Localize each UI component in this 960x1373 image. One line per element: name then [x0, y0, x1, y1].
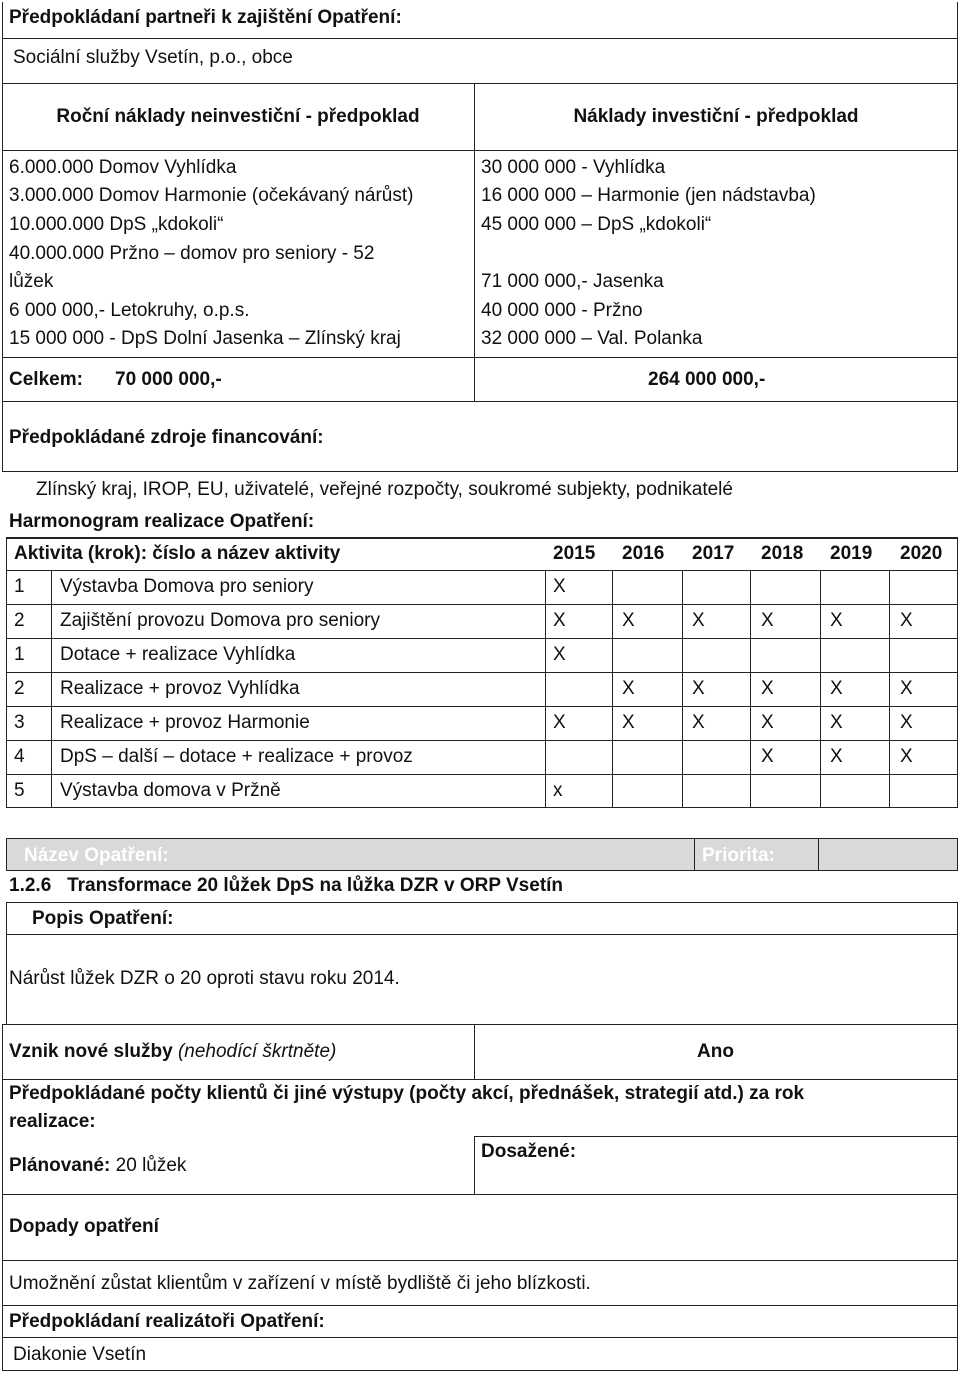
noninv-line: 3.000.000 Domov Harmonie (očekávaný nárůst)	[9, 185, 414, 206]
activity-name: Výstavba domova v Pržně	[60, 780, 281, 801]
inv-line: 30 000 000 - Vyhlídka	[481, 157, 666, 178]
inv-line: 32 000 000 – Val. Polanka	[481, 328, 703, 349]
funding-label: Předpokládané zdroje financování:	[9, 427, 324, 448]
year-mark: X	[553, 576, 566, 597]
year-mark: X	[761, 712, 774, 733]
partners-label: Předpokládaní partneři k zajištění Opatření:	[9, 7, 402, 28]
partners-value: Sociální služby Vsetín, p.o., obce	[13, 47, 293, 68]
activity-name: Realizace + provoz Harmonie	[60, 712, 310, 733]
divider	[2, 83, 958, 84]
year-header: 2015	[553, 543, 596, 564]
activity-number: 2	[14, 610, 25, 631]
year-mark: X	[900, 746, 913, 767]
clients-label-1: Předpokládané počty klientů či jiné výstupy (počty akcí, přednášek, strategií atd.) za rok	[9, 1083, 805, 1104]
description-value: Nárůst lůžek DZR o 20 oproti stavu roku 2014.	[9, 968, 400, 989]
implementers-value: Diakonie Vsetín	[13, 1344, 147, 1365]
implementers-label: Předpokládaní realizátoři Opatření:	[9, 1311, 325, 1332]
new-service-value: Ano	[697, 1041, 734, 1062]
new-service-label-text: Vznik nové služby	[9, 1041, 173, 1062]
year-mark: X	[830, 712, 843, 733]
activity-name: Dotace + realizace Vyhlídka	[60, 644, 296, 665]
year-mark: X	[692, 678, 705, 699]
noninv-costs-header: Roční náklady neinvestiční - předpoklad	[56, 106, 420, 127]
year-mark: X	[900, 678, 913, 699]
year-mark: X	[622, 610, 635, 631]
noninv-line: 6 000 000,- Letokruhy, o.p.s.	[9, 300, 250, 321]
divider	[2, 38, 958, 39]
total-label: Celkem:	[9, 369, 83, 390]
total-noninv: 70 000 000,-	[115, 369, 222, 390]
activity-header: Aktivita (krok): číslo a název aktivity	[14, 543, 341, 564]
activity-number: 1	[14, 644, 25, 665]
year-mark: X	[622, 678, 635, 699]
measure-name-label: Název Opatření:	[24, 845, 169, 866]
noninv-line: lůžek	[9, 271, 54, 292]
activity-number: 5	[14, 780, 25, 801]
priority-label: Priorita:	[702, 845, 775, 866]
year-header: 2017	[692, 543, 735, 564]
year-mark: X	[761, 746, 774, 767]
year-mark: X	[692, 712, 705, 733]
year-mark: X	[900, 712, 913, 733]
planned-label: Plánované:	[9, 1155, 111, 1176]
activity-number: 4	[14, 746, 25, 767]
impacts-value: Umožnění zůstat klientům v zařízení v místě bydliště či jeho blízkosti.	[9, 1273, 591, 1294]
inv-costs-header: Náklady investiční - předpoklad	[573, 106, 859, 127]
year-header: 2020	[900, 543, 943, 564]
activity-name: Realizace + provoz Vyhlídka	[60, 678, 300, 699]
year-header: 2019	[830, 543, 873, 564]
impacts-label: Dopady opatření	[9, 1216, 159, 1237]
year-mark: X	[692, 610, 705, 631]
activity-number: 1	[14, 576, 25, 597]
year-mark: X	[622, 712, 635, 733]
year-mark: X	[830, 678, 843, 699]
activity-number: 2	[14, 678, 25, 699]
activity-number: 3	[14, 712, 25, 733]
year-header: 2018	[761, 543, 804, 564]
total-inv: 264 000 000,-	[648, 369, 766, 390]
inv-line: 16 000 000 – Harmonie (jen nádstavba)	[481, 185, 816, 206]
planned	[9, 1152, 186, 1180]
activity-name: Výstavba Domova pro seniory	[60, 576, 314, 597]
year-mark: X	[761, 610, 774, 631]
planned-value: 20 lůžek	[115, 1155, 187, 1176]
divider	[2, 357, 958, 358]
clients-label-2: realizace:	[9, 1111, 96, 1132]
year-mark: X	[830, 746, 843, 767]
year-mark: X	[553, 610, 566, 631]
year-mark: X	[830, 610, 843, 631]
funding-value: Zlínský kraj, IROP, EU, uživatelé, veřejné rozpočty, soukromé subjekty, podnikatelé	[36, 479, 733, 500]
year-mark: X	[553, 712, 566, 733]
inv-line: 45 000 000 – DpS „kdokoli“	[481, 214, 712, 235]
year-mark: X	[553, 644, 566, 665]
activity-name: DpS – další – dotace + realizace + provoz	[60, 746, 413, 767]
noninv-line: 15 000 000 - DpS Dolní Jasenka – Zlínský kraj	[9, 328, 401, 349]
year-mark: X	[761, 678, 774, 699]
inv-line: 71 000 000,- Jasenka	[481, 271, 664, 292]
noninv-line: 10.000.000 DpS „kdokoli“	[9, 214, 224, 235]
noninv-line: 40.000.000 Pržno – domov pro seniory - 52	[9, 243, 375, 264]
new-service-label	[9, 1038, 336, 1066]
measure-title: 1.2.6 Transformace 20 lůžek DpS na lůžka DZR v ORP Vsetín	[9, 875, 564, 896]
achieved-label: Dosažené:	[481, 1141, 577, 1162]
new-service-hint: (nehodící škrtněte)	[177, 1041, 337, 1062]
activity-name: Zajištění provozu Domova pro seniory	[60, 610, 380, 631]
year-mark: x	[553, 780, 563, 801]
year-mark: X	[900, 610, 913, 631]
schedule-label: Harmonogram realizace Opatření:	[9, 511, 315, 532]
divider	[2, 150, 958, 151]
inv-line: 40 000 000 - Pržno	[481, 300, 643, 321]
year-header: 2016	[622, 543, 665, 564]
noninv-line: 6.000.000 Domov Vyhlídka	[9, 157, 237, 178]
description-label: Popis Opatření:	[32, 908, 174, 929]
